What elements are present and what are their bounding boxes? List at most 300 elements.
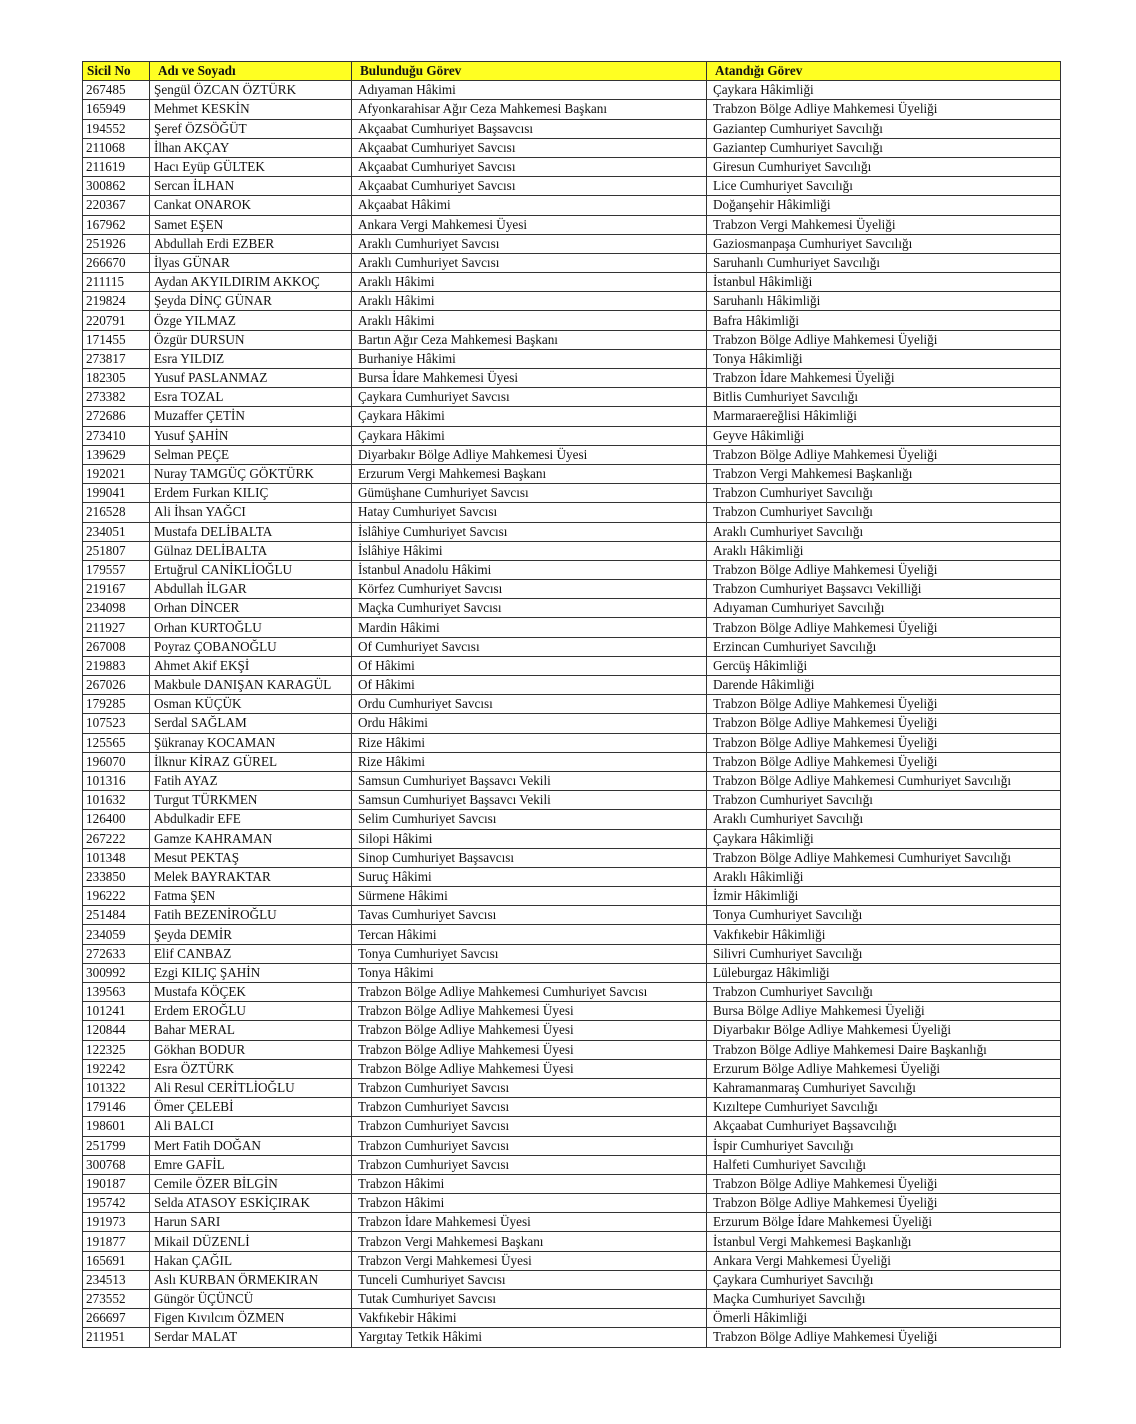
cell-assigned-position: Trabzon Bölge Adliye Mahkemesi Üyeliği (707, 1174, 1061, 1193)
cell-current-position: Diyarbakır Bölge Adliye Mahkemesi Üyesi (352, 445, 707, 464)
cell-current-position: Sürmene Hâkimi (352, 887, 707, 906)
cell-sicil-no: 139563 (83, 983, 150, 1002)
cell-assigned-position: Lice Cumhuriyet Savcılığı (707, 177, 1061, 196)
cell-assigned-position: Trabzon Bölge Adliye Mahkemesi Cumhuriyet Savcılığı (707, 771, 1061, 790)
table-row (83, 1290, 1061, 1309)
cell-sicil-no: 234098 (83, 599, 150, 618)
cell-assigned-position: Gaziantep Cumhuriyet Savcılığı (707, 138, 1061, 157)
cell-sicil-no: 233850 (83, 867, 150, 886)
cell-assigned-position: Trabzon Bölge Adliye Mahkemesi Üyeliği (707, 1194, 1061, 1213)
table-row (83, 791, 1061, 810)
cell-current-position: Vakfıkebir Hâkimi (352, 1309, 707, 1328)
cell-assigned-position: Vakfıkebir Hâkimliği (707, 925, 1061, 944)
table-row (83, 1040, 1061, 1059)
cell-current-position: İstanbul Anadolu Hâkimi (352, 560, 707, 579)
cell-assigned-position: İstanbul Vergi Mahkemesi Başkanlığı (707, 1232, 1061, 1251)
cell-assigned-position: Ankara Vergi Mahkemesi Üyeliği (707, 1251, 1061, 1270)
cell-sicil-no: 211068 (83, 138, 150, 157)
cell-sicil-no: 219167 (83, 580, 150, 599)
cell-assigned-position: Diyarbakır Bölge Adliye Mahkemesi Üyeliği (707, 1021, 1061, 1040)
cell-current-position: Trabzon Bölge Adliye Mahkemesi Üyesi (352, 1021, 707, 1040)
cell-sicil-no: 211951 (83, 1328, 150, 1347)
cell-name: Esra ÖZTÜRK (150, 1059, 352, 1078)
cell-current-position: Trabzon Cumhuriyet Savcısı (352, 1117, 707, 1136)
cell-sicil-no: 167962 (83, 215, 150, 234)
cell-assigned-position: Trabzon İdare Mahkemesi Üyeliği (707, 369, 1061, 388)
cell-name: Samet EŞEN (150, 215, 352, 234)
cell-assigned-position: Trabzon Cumhuriyet Savcılığı (707, 484, 1061, 503)
cell-current-position: Bartın Ağır Ceza Mahkemesi Başkanı (352, 330, 707, 349)
cell-sicil-no: 251807 (83, 541, 150, 560)
cell-assigned-position: Trabzon Bölge Adliye Mahkemesi Üyeliği (707, 330, 1061, 349)
table-row (83, 983, 1061, 1002)
cell-name: Ali İhsan YAĞCI (150, 503, 352, 522)
cell-current-position: Erzurum Vergi Mahkemesi Başkanı (352, 464, 707, 483)
cell-name: Güngör ÜÇÜNCÜ (150, 1290, 352, 1309)
cell-sicil-no: 196070 (83, 752, 150, 771)
cell-current-position: Of Hâkimi (352, 676, 707, 695)
cell-assigned-position: Çaykara Hâkimliği (707, 81, 1061, 100)
cell-sicil-no: 273552 (83, 1290, 150, 1309)
cell-name: Fatih BEZENİROĞLU (150, 906, 352, 925)
table-row (83, 196, 1061, 215)
cell-assigned-position: Kahramanmaraş Cumhuriyet Savcılığı (707, 1078, 1061, 1097)
cell-assigned-position: Araklı Hâkimliği (707, 541, 1061, 560)
table-row (83, 733, 1061, 752)
cell-assigned-position: Araklı Hâkimliği (707, 867, 1061, 886)
cell-sicil-no: 211619 (83, 157, 150, 176)
cell-current-position: Tavas Cumhuriyet Savcısı (352, 906, 707, 925)
cell-sicil-no: 101322 (83, 1078, 150, 1097)
cell-name: Şükranay KOCAMAN (150, 733, 352, 752)
cell-sicil-no: 191973 (83, 1213, 150, 1232)
cell-sicil-no: 220791 (83, 311, 150, 330)
table-row (83, 1021, 1061, 1040)
table-row (83, 426, 1061, 445)
cell-name: Melek BAYRAKTAR (150, 867, 352, 886)
cell-current-position: Çaykara Hâkimi (352, 407, 707, 426)
cell-sicil-no: 267485 (83, 81, 150, 100)
cell-current-position: Trabzon Hâkimi (352, 1174, 707, 1193)
cell-assigned-position: Trabzon Bölge Adliye Mahkemesi Üyeliği (707, 752, 1061, 771)
cell-sicil-no: 190187 (83, 1174, 150, 1193)
cell-assigned-position: Doğanşehir Hâkimliği (707, 196, 1061, 215)
cell-assigned-position: Kızıltepe Cumhuriyet Savcılığı (707, 1098, 1061, 1117)
cell-current-position: Tercan Hâkimi (352, 925, 707, 944)
cell-current-position: Samsun Cumhuriyet Başsavcı Vekili (352, 791, 707, 810)
cell-name: Hacı Eyüp GÜLTEK (150, 157, 352, 176)
cell-name: Harun SARI (150, 1213, 352, 1232)
cell-sicil-no: 101632 (83, 791, 150, 810)
table-row (83, 369, 1061, 388)
cell-name: Ertuğrul CANİKLİOĞLU (150, 560, 352, 579)
cell-name: Erdem EROĞLU (150, 1002, 352, 1021)
cell-current-position: Araklı Cumhuriyet Savcısı (352, 234, 707, 253)
cell-current-position: Trabzon Cumhuriyet Savcısı (352, 1098, 707, 1117)
cell-current-position: Yargıtay Tetkik Hâkimi (352, 1328, 707, 1347)
table-row (83, 656, 1061, 675)
cell-name: Erdem Furkan KILIÇ (150, 484, 352, 503)
cell-current-position: Akçaabat Cumhuriyet Başsavcısı (352, 119, 707, 138)
cell-name: Gökhan BODUR (150, 1040, 352, 1059)
cell-sicil-no: 272633 (83, 944, 150, 963)
cell-current-position: Çaykara Cumhuriyet Savcısı (352, 388, 707, 407)
cell-name: Mesut PEKTAŞ (150, 848, 352, 867)
cell-name: Turgut TÜRKMEN (150, 791, 352, 810)
table-row (83, 253, 1061, 272)
table-row (83, 484, 1061, 503)
table-row (83, 1078, 1061, 1097)
cell-sicil-no: 219883 (83, 656, 150, 675)
cell-name: Poyraz ÇOBANOĞLU (150, 637, 352, 656)
cell-current-position: Araklı Cumhuriyet Savcısı (352, 253, 707, 272)
table-row (83, 695, 1061, 714)
cell-name: İlyas GÜNAR (150, 253, 352, 272)
table-header-row (83, 62, 1061, 81)
table-row (83, 599, 1061, 618)
cell-name: Orhan DİNCER (150, 599, 352, 618)
table-body (83, 81, 1061, 1347)
cell-sicil-no: 126400 (83, 810, 150, 829)
cell-current-position: Akçaabat Hâkimi (352, 196, 707, 215)
cell-name: Ali BALCI (150, 1117, 352, 1136)
cell-sicil-no: 300862 (83, 177, 150, 196)
cell-sicil-no: 234513 (83, 1270, 150, 1289)
cell-sicil-no: 194552 (83, 119, 150, 138)
cell-sicil-no: 101241 (83, 1002, 150, 1021)
cell-current-position: Ankara Vergi Mahkemesi Üyesi (352, 215, 707, 234)
cell-name: Özgür DURSUN (150, 330, 352, 349)
cell-current-position: Gümüşhane Cumhuriyet Savcısı (352, 484, 707, 503)
cell-sicil-no: 192242 (83, 1059, 150, 1078)
cell-name: Sercan İLHAN (150, 177, 352, 196)
table-row (83, 330, 1061, 349)
cell-current-position: Trabzon İdare Mahkemesi Üyesi (352, 1213, 707, 1232)
table-row (83, 714, 1061, 733)
cell-assigned-position: Trabzon Vergi Mahkemesi Üyeliği (707, 215, 1061, 234)
cell-current-position: Trabzon Bölge Adliye Mahkemesi Üyesi (352, 1002, 707, 1021)
cell-name: Şeref ÖZSÖĞÜT (150, 119, 352, 138)
cell-name: Şeyda DİNÇ GÜNAR (150, 292, 352, 311)
cell-assigned-position: Erzurum Bölge Adliye Mahkemesi Üyeliği (707, 1059, 1061, 1078)
cell-name: Aydan AKYILDIRIM AKKOÇ (150, 273, 352, 292)
cell-sicil-no: 179146 (83, 1098, 150, 1117)
cell-assigned-position: Gaziantep Cumhuriyet Savcılığı (707, 119, 1061, 138)
cell-current-position: Silopi Hâkimi (352, 829, 707, 848)
cell-current-position: Trabzon Hâkimi (352, 1194, 707, 1213)
table-row (83, 388, 1061, 407)
cell-name: Şengül ÖZCAN ÖZTÜRK (150, 81, 352, 100)
cell-sicil-no: 300768 (83, 1155, 150, 1174)
cell-assigned-position: Tonya Hâkimliği (707, 349, 1061, 368)
cell-assigned-position: Darende Hâkimliği (707, 676, 1061, 695)
cell-sicil-no: 101348 (83, 848, 150, 867)
cell-current-position: Ordu Hâkimi (352, 714, 707, 733)
cell-assigned-position: Saruhanlı Hâkimliği (707, 292, 1061, 311)
table-row (83, 311, 1061, 330)
cell-assigned-position: Geyve Hâkimliği (707, 426, 1061, 445)
cell-sicil-no: 120844 (83, 1021, 150, 1040)
table-row (83, 944, 1061, 963)
cell-sicil-no: 267222 (83, 829, 150, 848)
cell-current-position: Trabzon Cumhuriyet Savcısı (352, 1155, 707, 1174)
cell-current-position: Araklı Hâkimi (352, 311, 707, 330)
cell-name: Emre GAFİL (150, 1155, 352, 1174)
cell-sicil-no: 219824 (83, 292, 150, 311)
table-row (83, 1194, 1061, 1213)
cell-name: Esra TOZAL (150, 388, 352, 407)
cell-current-position: Trabzon Bölge Adliye Mahkemesi Cumhuriyet Savcısı (352, 983, 707, 1002)
cell-sicil-no: 266697 (83, 1309, 150, 1328)
cell-name: Abdullah İLGAR (150, 580, 352, 599)
cell-current-position: Trabzon Cumhuriyet Savcısı (352, 1078, 707, 1097)
cell-current-position: Trabzon Vergi Mahkemesi Başkanı (352, 1232, 707, 1251)
cell-assigned-position: Trabzon Bölge Adliye Mahkemesi Üyeliği (707, 695, 1061, 714)
cell-assigned-position: Lüleburgaz Hâkimliği (707, 963, 1061, 982)
cell-sicil-no: 272686 (83, 407, 150, 426)
cell-sicil-no: 234059 (83, 925, 150, 944)
cell-name: Fatih AYAZ (150, 771, 352, 790)
table-row (83, 1098, 1061, 1117)
cell-sicil-no: 234051 (83, 522, 150, 541)
table-row (83, 1328, 1061, 1347)
appointment-table (82, 61, 1061, 1348)
cell-sicil-no: 267026 (83, 676, 150, 695)
cell-name: Gamze KAHRAMAN (150, 829, 352, 848)
cell-name: Bahar MERAL (150, 1021, 352, 1040)
cell-sicil-no: 139629 (83, 445, 150, 464)
cell-name: Elif CANBAZ (150, 944, 352, 963)
cell-current-position: Adıyaman Hâkimi (352, 81, 707, 100)
table-row (83, 1270, 1061, 1289)
cell-name: Serdar MALAT (150, 1328, 352, 1347)
cell-name: Selman PEÇE (150, 445, 352, 464)
cell-assigned-position: Trabzon Bölge Adliye Mahkemesi Üyeliği (707, 1328, 1061, 1347)
table-row (83, 829, 1061, 848)
cell-current-position: Maçka Cumhuriyet Savcısı (352, 599, 707, 618)
table-row (83, 407, 1061, 426)
table-row (83, 963, 1061, 982)
cell-assigned-position: Saruhanlı Cumhuriyet Savcılığı (707, 253, 1061, 272)
cell-current-position: Araklı Hâkimi (352, 292, 707, 311)
cell-sicil-no: 211927 (83, 618, 150, 637)
cell-current-position: Trabzon Vergi Mahkemesi Üyesi (352, 1251, 707, 1270)
cell-assigned-position: Trabzon Cumhuriyet Savcılığı (707, 983, 1061, 1002)
cell-assigned-position: Maçka Cumhuriyet Savcılığı (707, 1290, 1061, 1309)
cell-sicil-no: 196222 (83, 887, 150, 906)
header-sicil-no: Sicil No (83, 62, 150, 81)
cell-name: Yusuf ŞAHİN (150, 426, 352, 445)
cell-assigned-position: Bafra Hâkimliği (707, 311, 1061, 330)
cell-name: Mert Fatih DOĞAN (150, 1136, 352, 1155)
cell-name: Aslı KURBAN ÖRMEKIRAN (150, 1270, 352, 1289)
cell-sicil-no: 199041 (83, 484, 150, 503)
table-row (83, 522, 1061, 541)
header-assigned-position: Atandığı Görev (707, 62, 1061, 81)
cell-name: Gülnaz DELİBALTA (150, 541, 352, 560)
table-row (83, 215, 1061, 234)
table-row (83, 1309, 1061, 1328)
table-row (83, 676, 1061, 695)
cell-current-position: İslâhiye Cumhuriyet Savcısı (352, 522, 707, 541)
cell-current-position: İslâhiye Hâkimi (352, 541, 707, 560)
cell-assigned-position: İstanbul Hâkimliği (707, 273, 1061, 292)
cell-name: Mikail DÜZENLİ (150, 1232, 352, 1251)
table-row (83, 618, 1061, 637)
cell-current-position: Mardin Hâkimi (352, 618, 707, 637)
cell-current-position: Hatay Cumhuriyet Savcısı (352, 503, 707, 522)
cell-assigned-position: Araklı Cumhuriyet Savcılığı (707, 522, 1061, 541)
cell-name: İlknur KİRAZ GÜREL (150, 752, 352, 771)
cell-sicil-no: 300992 (83, 963, 150, 982)
cell-sicil-no: 107523 (83, 714, 150, 733)
cell-assigned-position: Trabzon Bölge Adliye Mahkemesi Üyeliği (707, 714, 1061, 733)
cell-sicil-no: 267008 (83, 637, 150, 656)
cell-assigned-position: Erzurum Bölge İdare Mahkemesi Üyeliği (707, 1213, 1061, 1232)
cell-assigned-position: Bitlis Cumhuriyet Savcılığı (707, 388, 1061, 407)
cell-current-position: Akçaabat Cumhuriyet Savcısı (352, 177, 707, 196)
cell-assigned-position: Trabzon Cumhuriyet Başsavcı Vekilliği (707, 580, 1061, 599)
cell-current-position: Akçaabat Cumhuriyet Savcısı (352, 157, 707, 176)
table-row (83, 810, 1061, 829)
cell-current-position: Tonya Hâkimi (352, 963, 707, 982)
header-name: Adı ve Soyadı (150, 62, 352, 81)
cell-name: Ezgi KILIÇ ŞAHİN (150, 963, 352, 982)
cell-sicil-no: 165691 (83, 1251, 150, 1270)
cell-name: Orhan KURTOĞLU (150, 618, 352, 637)
cell-name: Cemile ÖZER BİLGİN (150, 1174, 352, 1193)
table-row (83, 1251, 1061, 1270)
cell-current-position: Of Cumhuriyet Savcısı (352, 637, 707, 656)
cell-name: Cankat ONAROK (150, 196, 352, 215)
appointment-list-page (82, 61, 1060, 1348)
table-row (83, 177, 1061, 196)
table-row (83, 560, 1061, 579)
cell-sicil-no: 195742 (83, 1194, 150, 1213)
cell-sicil-no: 273410 (83, 426, 150, 445)
cell-name: Abdullah Erdi EZBER (150, 234, 352, 253)
cell-current-position: Tonya Cumhuriyet Savcısı (352, 944, 707, 963)
cell-name: Figen Kıvılcım ÖZMEN (150, 1309, 352, 1328)
table-row (83, 1232, 1061, 1251)
cell-sicil-no: 179557 (83, 560, 150, 579)
cell-name: İlhan AKÇAY (150, 138, 352, 157)
table-row (83, 445, 1061, 464)
cell-assigned-position: Halfeti Cumhuriyet Savcılığı (707, 1155, 1061, 1174)
table-row (83, 119, 1061, 138)
table-row (83, 292, 1061, 311)
cell-current-position: Bursa İdare Mahkemesi Üyesi (352, 369, 707, 388)
cell-current-position: Burhaniye Hâkimi (352, 349, 707, 368)
cell-name: Yusuf PASLANMAZ (150, 369, 352, 388)
cell-sicil-no: 220367 (83, 196, 150, 215)
cell-assigned-position: Gaziosmanpaşa Cumhuriyet Savcılığı (707, 234, 1061, 253)
table-row (83, 541, 1061, 560)
cell-assigned-position: Trabzon Vergi Mahkemesi Başkanlığı (707, 464, 1061, 483)
table-row (83, 637, 1061, 656)
cell-current-position: Körfez Cumhuriyet Savcısı (352, 580, 707, 599)
table-row (83, 349, 1061, 368)
cell-sicil-no: 165949 (83, 100, 150, 119)
cell-assigned-position: Trabzon Bölge Adliye Mahkemesi Üyeliği (707, 445, 1061, 464)
cell-name: Abdulkadir EFE (150, 810, 352, 829)
table-row (83, 1155, 1061, 1174)
cell-name: Ahmet Akif EKŞİ (150, 656, 352, 675)
cell-name: Hakan ÇAĞIL (150, 1251, 352, 1270)
cell-current-position: Samsun Cumhuriyet Başsavcı Vekili (352, 771, 707, 790)
table-row (83, 1117, 1061, 1136)
table-row (83, 925, 1061, 944)
cell-assigned-position: Tonya Cumhuriyet Savcılığı (707, 906, 1061, 925)
cell-name: Şeyda DEMİR (150, 925, 352, 944)
table-row (83, 771, 1061, 790)
cell-sicil-no: 266670 (83, 253, 150, 272)
cell-current-position: Çaykara Hâkimi (352, 426, 707, 445)
cell-sicil-no: 251926 (83, 234, 150, 253)
cell-name: Muzaffer ÇETİN (150, 407, 352, 426)
cell-assigned-position: Silivri Cumhuriyet Savcılığı (707, 944, 1061, 963)
cell-assigned-position: Trabzon Bölge Adliye Mahkemesi Üyeliği (707, 560, 1061, 579)
cell-name: Esra YILDIZ (150, 349, 352, 368)
table-row (83, 234, 1061, 253)
table-row (83, 580, 1061, 599)
cell-sicil-no: 122325 (83, 1040, 150, 1059)
header-current-position: Bulunduğu Görev (352, 62, 707, 81)
cell-sicil-no: 251799 (83, 1136, 150, 1155)
cell-assigned-position: Trabzon Cumhuriyet Savcılığı (707, 503, 1061, 522)
cell-assigned-position: Trabzon Bölge Adliye Mahkemesi Cumhuriyet Savcılığı (707, 848, 1061, 867)
cell-name: Özge YILMAZ (150, 311, 352, 330)
table-row (83, 157, 1061, 176)
cell-sicil-no: 251484 (83, 906, 150, 925)
cell-name: Makbule DANIŞAN KARAGÜL (150, 676, 352, 695)
cell-assigned-position: Trabzon Bölge Adliye Mahkemesi Üyeliği (707, 618, 1061, 637)
cell-sicil-no: 125565 (83, 733, 150, 752)
table-row (83, 138, 1061, 157)
table-row (83, 1213, 1061, 1232)
table-row (83, 887, 1061, 906)
cell-current-position: Trabzon Cumhuriyet Savcısı (352, 1136, 707, 1155)
cell-sicil-no: 211115 (83, 273, 150, 292)
cell-sicil-no: 273382 (83, 388, 150, 407)
cell-assigned-position: Marmaraereğlisi Hâkimliği (707, 407, 1061, 426)
cell-assigned-position: Gercüş Hâkimliği (707, 656, 1061, 675)
cell-assigned-position: Ömerli Hâkimliği (707, 1309, 1061, 1328)
cell-sicil-no: 191877 (83, 1232, 150, 1251)
cell-name: Fatma ŞEN (150, 887, 352, 906)
cell-current-position: Trabzon Bölge Adliye Mahkemesi Üyesi (352, 1059, 707, 1078)
table-row (83, 867, 1061, 886)
cell-assigned-position: Bursa Bölge Adliye Mahkemesi Üyeliği (707, 1002, 1061, 1021)
cell-sicil-no: 273817 (83, 349, 150, 368)
cell-current-position: Ordu Cumhuriyet Savcısı (352, 695, 707, 714)
cell-name: Ali Resul CERİTLİOĞLU (150, 1078, 352, 1097)
cell-name: Osman KÜÇÜK (150, 695, 352, 714)
table-row (83, 81, 1061, 100)
cell-name: Mustafa DELİBALTA (150, 522, 352, 541)
cell-sicil-no: 182305 (83, 369, 150, 388)
cell-current-position: Trabzon Bölge Adliye Mahkemesi Üyesi (352, 1040, 707, 1059)
cell-assigned-position: İspir Cumhuriyet Savcılığı (707, 1136, 1061, 1155)
cell-current-position: Tunceli Cumhuriyet Savcısı (352, 1270, 707, 1289)
cell-assigned-position: İzmir Hâkimliği (707, 887, 1061, 906)
cell-assigned-position: Trabzon Bölge Adliye Mahkemesi Daire Başkanlığı (707, 1040, 1061, 1059)
cell-current-position: Rize Hâkimi (352, 733, 707, 752)
cell-name: Mustafa KÖÇEK (150, 983, 352, 1002)
cell-current-position: Of Hâkimi (352, 656, 707, 675)
cell-assigned-position: Akçaabat Cumhuriyet Başsavcılığı (707, 1117, 1061, 1136)
cell-assigned-position: Trabzon Cumhuriyet Savcılığı (707, 791, 1061, 810)
